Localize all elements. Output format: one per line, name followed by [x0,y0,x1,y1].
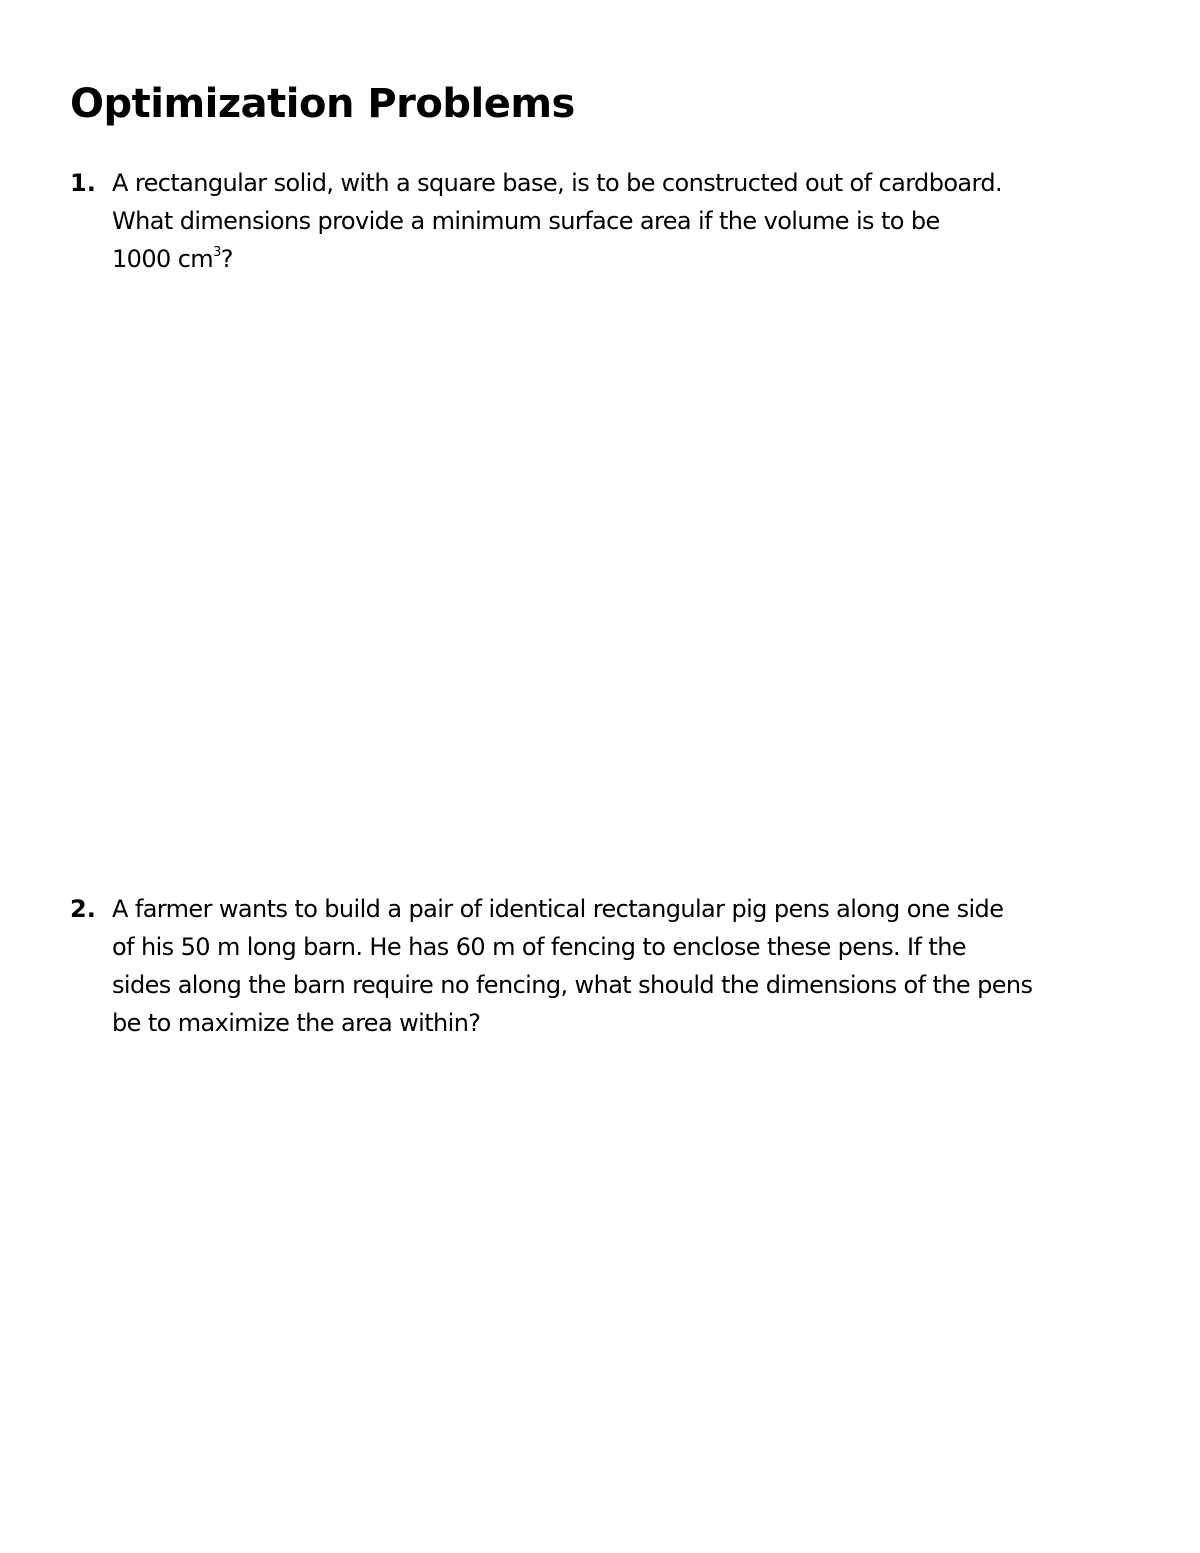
problem-text-line: be to maximize the area within? [112,1009,481,1037]
volume-exponent: 3 [213,245,221,260]
problem-text-line: A rectangular solid, with a square base, is to be constructed out of cardboard. [112,169,1003,197]
problem-1 [70,164,1160,278]
problem-text-line: What dimensions provide a minimum surface area if the volume is to be [112,207,940,235]
page-title: Optimization Problems [70,81,575,127]
question-mark: ? [220,245,233,273]
problem-number: 1. [70,169,96,197]
problem-text-line: sides along the barn require no fencing, what should the dimensions of the pens [112,971,1033,999]
problem-text-line: A farmer wants to build a pair of identical rectangular pig pens along one side [112,895,1004,923]
problem-2 [70,890,1160,1042]
volume-value: 1000 cm [112,245,214,273]
problem-text-line: of his 50 m long barn. He has 60 m of fencing to enclose these pens. If the [112,933,966,961]
problem-number: 2. [70,895,96,923]
problem-text-line-volume [70,240,1160,278]
